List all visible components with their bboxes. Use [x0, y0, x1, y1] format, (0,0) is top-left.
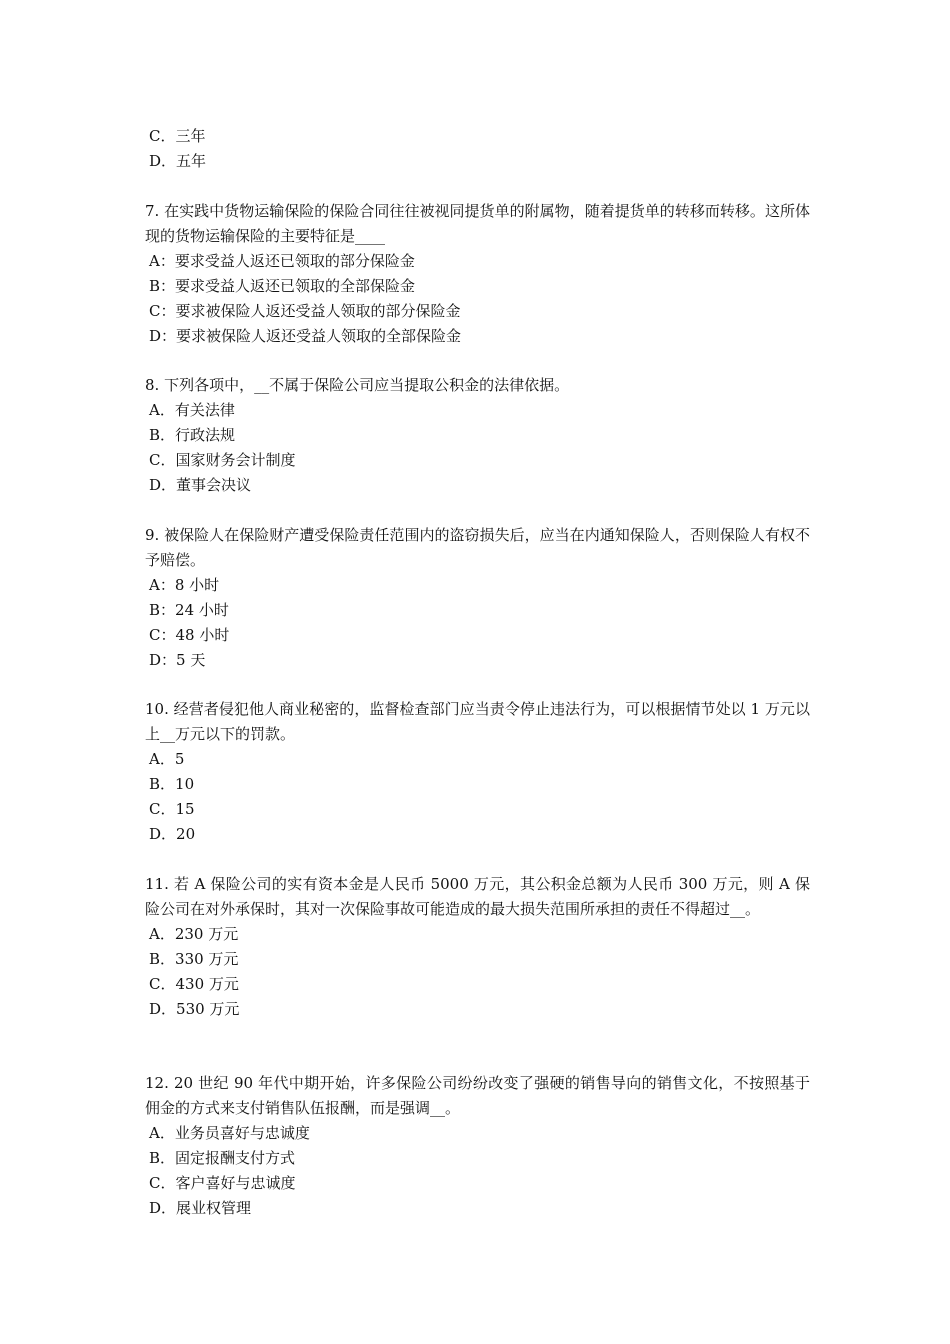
- option-8-a: A．有关法律: [149, 401, 235, 419]
- option-9-c: C：48 小时: [149, 626, 230, 644]
- option-7-a: A：要求受益人返还已领取的部分保险金: [149, 252, 415, 270]
- option-10-c: C．15: [149, 800, 195, 818]
- question-11-stem: 11. 若 A 保险公司的实有资本金是人民币 5000 万元，其公积金总额为人民币 300 万元，则 A 保险公司在对外承保时，其对一次保险事故可能造成的最大损失范围所承担的责任不得超过__。: [145, 875, 810, 918]
- option-12-a: A．业务员喜好与忠诚度: [149, 1124, 310, 1142]
- question-7: [145, 199, 810, 349]
- question-6-options: [145, 124, 810, 174]
- question-10: [145, 697, 810, 847]
- question-7-stem: 7. 在实践中货物运输保险的保险合同往往被视同提货单的附属物，随着提货单的转移而转移。这所体现的货物运输保险的主要特征是____: [145, 202, 810, 245]
- option-10-d: D．20: [149, 825, 196, 843]
- option-12-c: C．客户喜好与忠诚度: [149, 1174, 296, 1192]
- option-12-d: D．展业权管理: [149, 1199, 252, 1217]
- option-8-b: B．行政法规: [149, 426, 236, 444]
- option-8-d: D．董事会决议: [149, 476, 252, 494]
- option-7-c: C：要求被保险人返还受益人领取的部分保险金: [149, 302, 461, 320]
- question-9-stem: 9. 被保险人在保险财产遭受保险责任范围内的盗窃损失后，应当在内通知保险人，否则保险人有权不予赔偿。: [145, 526, 810, 569]
- question-9: [145, 523, 810, 673]
- option-7-d: D：要求被保险人返还受益人领取的全部保险金: [149, 327, 462, 345]
- option-11-c: C．430 万元: [149, 975, 239, 993]
- option-10-a: A．5: [149, 750, 185, 768]
- option-11-d: D．530 万元: [149, 1000, 240, 1018]
- question-8-stem: 8. 下列各项中，__不属于保险公司应当提取公积金的法律依据。: [145, 376, 570, 394]
- option-11-a: A．230 万元: [149, 925, 239, 943]
- option-9-b: B：24 小时: [149, 601, 229, 619]
- option-7-b: B：要求受益人返还已领取的全部保险金: [149, 277, 416, 295]
- option-11-b: B．330 万元: [149, 950, 239, 968]
- question-10-stem: 10. 经营者侵犯他人商业秘密的，监督检查部门应当责令停止违法行为，可以根据情节处以 1 万元以上__万元以下的罚款。: [145, 700, 810, 743]
- question-12-stem: 12. 20 世纪 90 年代中期开始，许多保险公司纷纷改变了强硬的销售导向的销售文化，不按照基于佣金的方式来支付销售队伍报酬，而是强调__。: [145, 1074, 810, 1117]
- option-12-b: B．固定报酬支付方式: [149, 1149, 296, 1167]
- option-6-c: C．三年: [149, 127, 206, 145]
- option-9-d: D：5 天: [149, 651, 206, 669]
- option-8-c: C．国家财务会计制度: [149, 451, 296, 469]
- question-8: [145, 373, 810, 498]
- option-6-d: D．五年: [149, 152, 207, 170]
- option-9-a: A：8 小时: [149, 576, 220, 594]
- question-11: [145, 872, 810, 1022]
- option-10-b: B．10: [149, 775, 195, 793]
- question-12: [145, 1071, 810, 1221]
